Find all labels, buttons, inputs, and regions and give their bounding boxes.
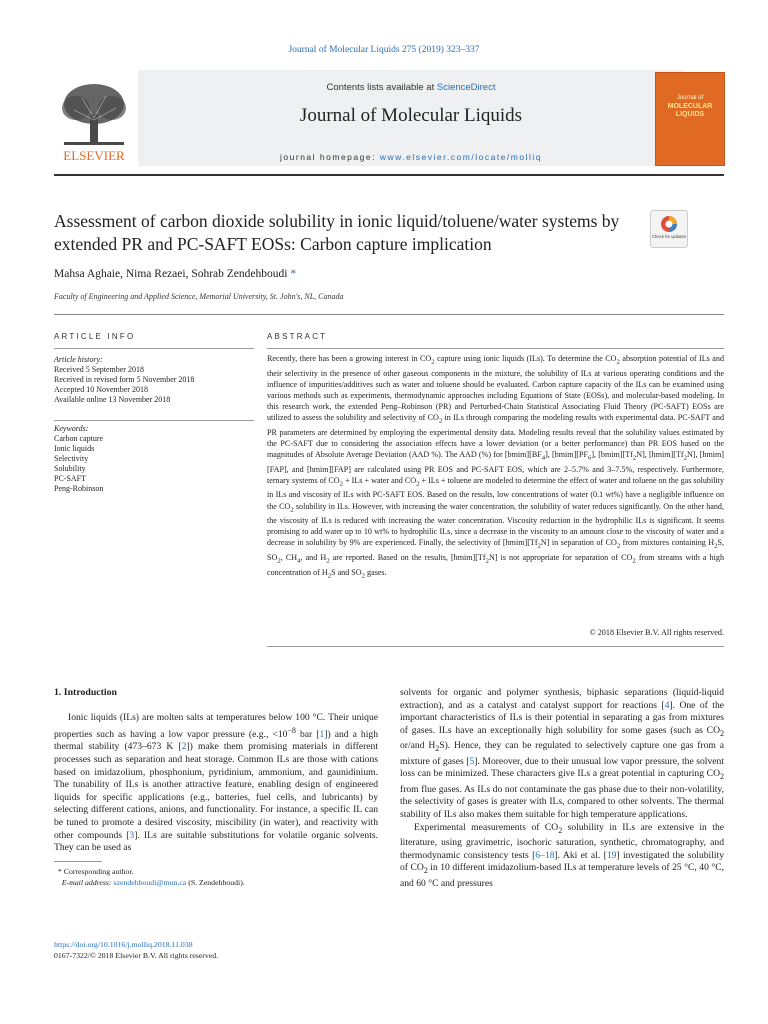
abstract-heading: ABSTRACT [267,332,328,341]
journal-reference[interactable]: Journal of Molecular Liquids 275 (2019) 323–337 [288,45,480,55]
section-rule [54,314,724,315]
doi-block [54,940,218,961]
intro-paragraph-1-continued: solvents for organic and polymer synthesis, biphasic separations (liquid-liquid extraction), and as a catalyst and catalyst support for reactions [4]. One of the important characteristics of ILs is their potential in separating a gas from mixtures of gases. ILs have an exceptionally high solubility for some gases (such as $CO_2$ or/and $H_2S$). Hence, they can be regulated to selectively capture one gas from a mixture of gases [5]. Moreover, due to their unusual low vapor pressure, the solvent loss can be minimized. These characters give ILs a great potential in capturing $CO_2$ from flue gases. As ILs do not contaminate the gas phase due to their non-volatility, the selectivity of gases is greater with ILs, compared to other solvents. The thermal stability of ILs also makes them suitable for high temperature applications. [400,687,725,821]
citation-link[interactable]: 3 [129,829,135,841]
cover-title-text: MOLECULAR LIQUIDS [667,103,713,118]
journal-homepage-line: journal homepage: www.elsevier.com/locate/molliq [280,152,542,162]
keywords-list [54,424,254,494]
keyword: Ionic liquids [54,444,95,453]
history-item: Received in revised form 5 November 2018 [54,375,195,384]
intro-paragraph-2: Experimental measurements of $CO_2$ solubility in ILs are extensive in the literature, using gravimetric, isochoric saturation, synthetic, chromatography, and thermodynamic consistency tests [6–18]. Aki et al. [19] investigated the solubility of $CO_2$ in 10 different imidazolium-based ILs at temperature levels of 25 °C, 40 °C, and 60 °C and pressures [400,821,724,889]
citation-link[interactable]: 1 [319,728,325,740]
citation-link[interactable]: 2 [181,741,187,753]
elsevier-tree-logo[interactable] [54,78,134,164]
abstract-body: Recently, there has been a growing interest in $CO_2$ capture using ionic liquids (ILs). To determine the $CO_2$ absorption potential of ILs and their selectivity in the presence of other gaseous components in the mixture, the solubility of ILs at various operating conditions and the influence of impurities/additives such as water and toluene should be evaluated. Carbon capture capacity of the ILs can be examined using various methods such as experiments, thermodynamic approaches including Equations of State (EOSs), and molecular-based modeling. In this research work, the extended Peng–Robinson (PR) and Perturbed-Chain Statistical Associating Fluid Theory (PC-SAFT) EOSs are utilized to assess the solubility and selectivity of $CO_2$ in ILs through comparing the modeling results with experimental data. PC-SAFT and PR parameters are determined by employing the experimental density data. Modeling results reveal that the solubility values estimated by the PC-SAFT due to considering the association effects have a lower deviation (or a better performance) than PR EOS based on the magnitudes of Absolute Average Deviation (AAD %). The AAD (%) for $[bmim][BF_4]$, $[bmim][PF_6]$, $[bmim][Tf_2N]$, $[hmim][Tf_2N]$, [hmim][FAP], and [hmim][FAP] are calculated using PR EOS and PC-SAFT EOS, which are 2–5.7% and 3–7.5%, respectively. Furthermore, ternary systems of $CO_2$ + ILs + water and $CO_2$ + ILs + toluene are modeled to determine the effect of water and toluene on the gas solubility in ILs and viscosity of ILs with PC-SAFT EOS. Based on the results, low concentrations of water (0.1 wt%) have a negligible influence on the $CO_2$ solubility in ILs. However, with increasing the water concentration, the solubility of water reduces significantly. On the other hand, the viscosity of ILs is reduced with increasing the water concentration. Viscosity reduction in the hydrophilic ILs is significant. It seems promising to add water up to 10 wt% to hydrophilic ILs, since a decrease in the viscosity to an amount close to the viscosity of water and a decrease in solubility by 9% are experienced. Finally, the selectivity of $[hmim][Tf_2N]$ in separation of $CO_2$ from mixtures containing $H_2S$, $SO_2$, $CH_4$, and $H_2$ are reported. Based on the results, $[hmim][Tf_2N]$ is not appropriate for separation of $CO_2$ from streams with a high concentration of $H_2S$ and $SO_2$ gases. [267,354,725,580]
check-updates-label: Check for updates [652,234,686,239]
keyword: Carbon capture [54,434,104,443]
issn-line: 0167-7322/© 2018 Elsevier B.V. All rights reserved. [54,950,219,960]
abstract-copyright: © 2018 Elsevier B.V. All rights reserved. [589,628,724,637]
abstract-bottom-rule [267,646,724,647]
citation-link[interactable]: 4 [664,699,670,711]
history-item: Available online 13 November 2018 [54,395,171,404]
journal-banner [138,70,684,166]
body-column-left [54,712,378,855]
header-rule [54,174,724,176]
keyword: PC-SAFT [54,474,87,483]
abstract-rule [267,348,724,349]
footnote-rule [54,861,102,862]
journal-cover-thumbnail[interactable] [655,72,725,166]
citation-link[interactable]: 6–18 [535,849,555,861]
sciencedirect-link[interactable]: ScienceDirect [436,82,496,93]
article-info-heading: ARTICLE INFO [54,332,136,341]
journal-homepage-link[interactable]: www.elsevier.com/locate/molliq [379,152,542,162]
history-item: Accepted 10 November 2018 [54,385,148,394]
article-info-rule [54,348,254,349]
keyword: Peng-Robinson [54,484,104,493]
article-title: Assessment of carbon dioxide solubility in ionic liquid/toluene/water systems by extended PR and PC-SAFT EOSs: Carbon capture implication [54,211,620,254]
keywords-label: Keywords: [54,424,89,433]
corresponding-author-note: * Corresponding author. [54,867,134,876]
intro-paragraph-1: Ionic liquids (ILs) are molten salts at temperatures below 100 °C. Their unique properties such as having a low vapor pressure (e.g., $<10^{-8}$ bar [1]) and a high thermal stability (473–673 K [2]) make them promising materials in different processes such as separation and heat storage. Common ILs are those with cations based on imidazolium, phosphonium, pyridinium, ammonium, and gaunidinium. The tunability of ILs is another attractive feature, enabling design of engineered liquids for specific applications (e.g., batteries, fuel cells, and lubricants) by selecting different cations, anions, and functionality. For instance, a specific IL can be tuned to promote a desired viscosity, miscibility (in water), and reactivity with other compounds [3]. ILs are suitable substitutions for volatile organic solvents. They can be used as [54,712,378,854]
history-rule [54,420,254,421]
article-history [54,355,254,405]
author-email-link[interactable]: szendehboudi@mun.ca [113,877,187,887]
author-list: Mahsa Aghaie, Nima Rezaei, Sohrab Zendehboudi * [54,268,297,280]
keyword: Selectivity [54,454,89,463]
footnotes [54,867,374,888]
citation-link[interactable]: 5 [469,755,475,767]
check-for-updates-icon[interactable] [650,210,688,248]
email-note: E-mail address: szendehboudi@mun.ca (S. Zendehboudi). [61,877,245,887]
cover-small-text: Journal of [676,95,704,101]
citation-link[interactable]: 19 [606,849,617,861]
journal-masthead [54,70,724,166]
affiliation: Faculty of Engineering and Applied Science, Memorial University, St. John's, NL, Canada [54,292,344,301]
body-column-right [400,687,724,890]
keyword: Solubility [54,464,86,473]
history-label: Article history: [54,355,103,364]
journal-title: Journal of Molecular Liquids [299,105,523,126]
doi-link[interactable]: https://doi.org/10.1016/j.molliq.2018.11.038 [54,940,193,949]
history-item: Received 5 September 2018 [54,365,144,374]
corresponding-author-mark[interactable]: * [290,268,297,280]
contents-line: Contents lists available at ScienceDirect [326,82,496,93]
elsevier-wordmark: ELSEVIER [63,148,125,163]
introduction-heading: 1. Introduction [54,687,117,698]
